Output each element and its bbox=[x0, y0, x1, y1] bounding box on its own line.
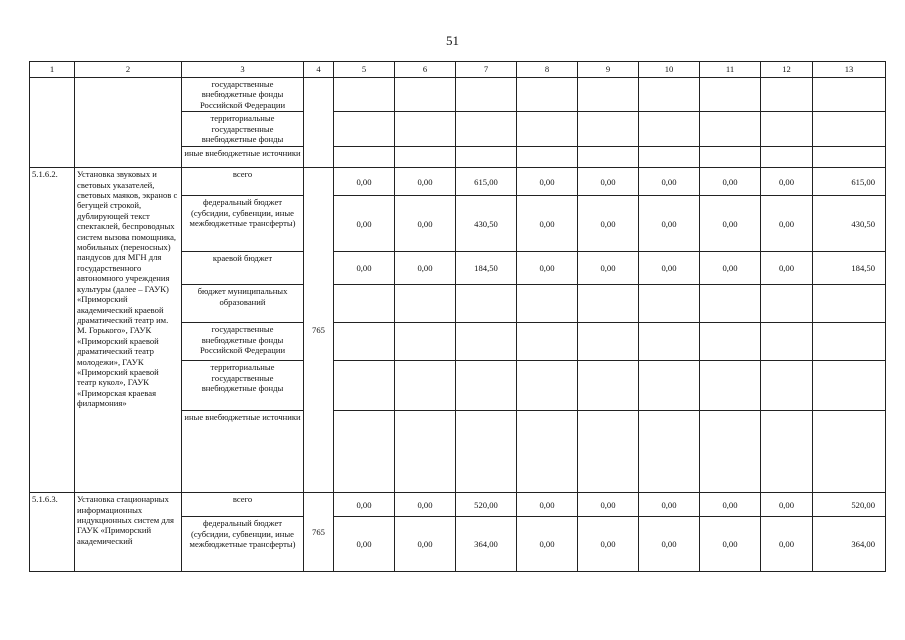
value-cell bbox=[639, 323, 700, 361]
table-row bbox=[30, 493, 886, 517]
value-cell bbox=[456, 112, 517, 147]
value-cell bbox=[517, 112, 578, 147]
value-cell bbox=[700, 361, 761, 411]
value-cell: 364,00 bbox=[813, 517, 886, 572]
value-cell: 0,00 bbox=[578, 168, 639, 196]
value-cell: 0,00 bbox=[517, 252, 578, 285]
value-cell: 0,00 bbox=[700, 517, 761, 572]
value-cell bbox=[761, 78, 813, 112]
column-number: 4 bbox=[304, 62, 334, 78]
value-cell bbox=[761, 323, 813, 361]
value-cell bbox=[395, 411, 456, 493]
value-cell: 0,00 bbox=[395, 196, 456, 252]
value-cell: 0,00 bbox=[334, 252, 395, 285]
value-cell bbox=[813, 285, 886, 323]
funding-source: территориальные государственные внебюджетные фонды bbox=[182, 361, 304, 411]
value-cell bbox=[578, 112, 639, 147]
value-cell bbox=[395, 361, 456, 411]
value-cell bbox=[578, 323, 639, 361]
value-cell bbox=[700, 285, 761, 323]
value-cell bbox=[813, 112, 886, 147]
value-cell: 0,00 bbox=[578, 493, 639, 517]
value-cell bbox=[639, 361, 700, 411]
value-cell: 0,00 bbox=[761, 517, 813, 572]
value-cell: 0,00 bbox=[761, 252, 813, 285]
funding-source: всего bbox=[182, 168, 304, 196]
item-code: 5.1.6.3. bbox=[30, 493, 75, 572]
value-cell: 0,00 bbox=[578, 517, 639, 572]
value-cell bbox=[813, 78, 886, 112]
column-number: 6 bbox=[395, 62, 456, 78]
value-cell bbox=[639, 147, 700, 168]
value-cell bbox=[639, 285, 700, 323]
value-cell bbox=[395, 112, 456, 147]
value-cell bbox=[395, 323, 456, 361]
funding-source: территориальные государственные внебюджетные фонды bbox=[182, 112, 304, 147]
value-cell bbox=[456, 411, 517, 493]
value-cell bbox=[700, 112, 761, 147]
value-cell: 0,00 bbox=[517, 168, 578, 196]
value-cell bbox=[334, 78, 395, 112]
value-cell: 0,00 bbox=[578, 196, 639, 252]
value-cell bbox=[456, 147, 517, 168]
value-cell: 0,00 bbox=[639, 168, 700, 196]
value-cell: 364,00 bbox=[456, 517, 517, 572]
value-cell: 615,00 bbox=[813, 168, 886, 196]
value-cell: 0,00 bbox=[639, 493, 700, 517]
value-cell: 184,50 bbox=[456, 252, 517, 285]
value-cell bbox=[700, 323, 761, 361]
item-name: Установка стационарных информационных индукционных систем для ГАУК «Приморский академический bbox=[75, 493, 182, 572]
column-number: 5 bbox=[334, 62, 395, 78]
value-cell: 0,00 bbox=[639, 517, 700, 572]
value-cell: 0,00 bbox=[395, 252, 456, 285]
column-number: 11 bbox=[700, 62, 761, 78]
value-cell: 0,00 bbox=[578, 252, 639, 285]
value-cell bbox=[578, 361, 639, 411]
value-cell: 184,50 bbox=[813, 252, 886, 285]
column-number: 1 bbox=[30, 62, 75, 78]
value-cell bbox=[700, 78, 761, 112]
column-number: 13 bbox=[813, 62, 886, 78]
value-cell bbox=[761, 147, 813, 168]
value-cell: 0,00 bbox=[700, 493, 761, 517]
value-cell bbox=[578, 285, 639, 323]
empty-cell bbox=[75, 78, 182, 168]
grbs-code: 765 bbox=[304, 493, 334, 572]
column-number: 12 bbox=[761, 62, 813, 78]
value-cell: 0,00 bbox=[700, 196, 761, 252]
value-cell bbox=[517, 147, 578, 168]
value-cell bbox=[813, 323, 886, 361]
value-cell bbox=[700, 147, 761, 168]
value-cell bbox=[578, 147, 639, 168]
value-cell bbox=[517, 361, 578, 411]
value-cell bbox=[639, 78, 700, 112]
column-number: 7 bbox=[456, 62, 517, 78]
funding-source: всего bbox=[182, 493, 304, 517]
funding-source: государственные внебюджетные фонды Российской Федерации bbox=[182, 323, 304, 361]
value-cell bbox=[761, 411, 813, 493]
value-cell bbox=[334, 147, 395, 168]
value-cell bbox=[761, 361, 813, 411]
item-name: Установка звуковых и световых указателей, световых маяков, экранов с бегущей строкой, дублирующей текст спектаклей, беспроводных систем вызова помощника, мобильных (переносных) пандусов для МГН для государственного автономного учреждения культуры (далее – ГАУК) «Приморский академический краевой драматический театр им. М. Горького», ГАУК «Приморский краевой драматический театр молодежи», ГАУК «Приморский краевой театр кукол», ГАУК «Приморская краевая филармония» bbox=[75, 168, 182, 493]
value-cell: 0,00 bbox=[334, 196, 395, 252]
funding-source: государственные внебюджетные фонды Российской Федерации bbox=[182, 78, 304, 112]
value-cell bbox=[813, 361, 886, 411]
value-cell bbox=[639, 112, 700, 147]
value-cell: 0,00 bbox=[334, 517, 395, 572]
funding-source: федеральный бюджет (субсидии, субвенции, иные межбюджетные трансферты) bbox=[182, 517, 304, 572]
value-cell bbox=[761, 112, 813, 147]
page-number: 51 bbox=[446, 33, 459, 48]
value-cell bbox=[578, 78, 639, 112]
column-number: 10 bbox=[639, 62, 700, 78]
value-cell: 430,50 bbox=[813, 196, 886, 252]
value-cell bbox=[334, 112, 395, 147]
value-cell bbox=[517, 411, 578, 493]
value-cell: 0,00 bbox=[700, 168, 761, 196]
value-cell bbox=[334, 285, 395, 323]
value-cell bbox=[456, 78, 517, 112]
value-cell bbox=[700, 411, 761, 493]
value-cell: 0,00 bbox=[517, 196, 578, 252]
value-cell bbox=[456, 323, 517, 361]
column-number: 2 bbox=[75, 62, 182, 78]
value-cell bbox=[395, 147, 456, 168]
funding-source: федеральный бюджет (субсидии, субвенции, иные межбюджетные трансферты) bbox=[182, 196, 304, 252]
funding-source: краевой бюджет bbox=[182, 252, 304, 285]
column-number: 8 bbox=[517, 62, 578, 78]
value-cell: 0,00 bbox=[395, 493, 456, 517]
budget-table bbox=[29, 61, 886, 572]
funding-source: иные внебюджетные источники bbox=[182, 411, 304, 493]
value-cell bbox=[395, 285, 456, 323]
value-cell: 0,00 bbox=[761, 493, 813, 517]
value-cell: 0,00 bbox=[639, 252, 700, 285]
value-cell bbox=[517, 323, 578, 361]
value-cell: 615,00 bbox=[456, 168, 517, 196]
value-cell: 0,00 bbox=[517, 517, 578, 572]
empty-cell bbox=[30, 78, 75, 168]
value-cell bbox=[639, 411, 700, 493]
funding-source: иные внебюджетные источники bbox=[182, 147, 304, 168]
value-cell: 0,00 bbox=[517, 493, 578, 517]
item-code: 5.1.6.2. bbox=[30, 168, 75, 493]
value-cell: 0,00 bbox=[334, 168, 395, 196]
column-number: 9 bbox=[578, 62, 639, 78]
value-cell bbox=[456, 361, 517, 411]
value-cell: 0,00 bbox=[395, 517, 456, 572]
column-number-row bbox=[30, 62, 886, 78]
value-cell: 0,00 bbox=[395, 168, 456, 196]
value-cell: 0,00 bbox=[761, 168, 813, 196]
value-cell bbox=[517, 285, 578, 323]
value-cell bbox=[813, 411, 886, 493]
value-cell: 0,00 bbox=[700, 252, 761, 285]
value-cell bbox=[395, 78, 456, 112]
value-cell: 0,00 bbox=[334, 493, 395, 517]
value-cell bbox=[456, 285, 517, 323]
value-cell: 520,00 bbox=[813, 493, 886, 517]
value-cell: 0,00 bbox=[761, 196, 813, 252]
value-cell bbox=[578, 411, 639, 493]
funding-source: бюджет муниципальных образований bbox=[182, 285, 304, 323]
value-cell: 520,00 bbox=[456, 493, 517, 517]
column-number: 3 bbox=[182, 62, 304, 78]
value-cell bbox=[334, 361, 395, 411]
value-cell bbox=[334, 323, 395, 361]
table-row bbox=[30, 78, 886, 112]
value-cell bbox=[761, 285, 813, 323]
table-row bbox=[30, 168, 886, 196]
value-cell bbox=[334, 411, 395, 493]
value-cell: 0,00 bbox=[639, 196, 700, 252]
value-cell bbox=[517, 78, 578, 112]
value-cell: 430,50 bbox=[456, 196, 517, 252]
empty-cell bbox=[304, 78, 334, 168]
value-cell bbox=[813, 147, 886, 168]
grbs-code: 765 bbox=[304, 168, 334, 493]
